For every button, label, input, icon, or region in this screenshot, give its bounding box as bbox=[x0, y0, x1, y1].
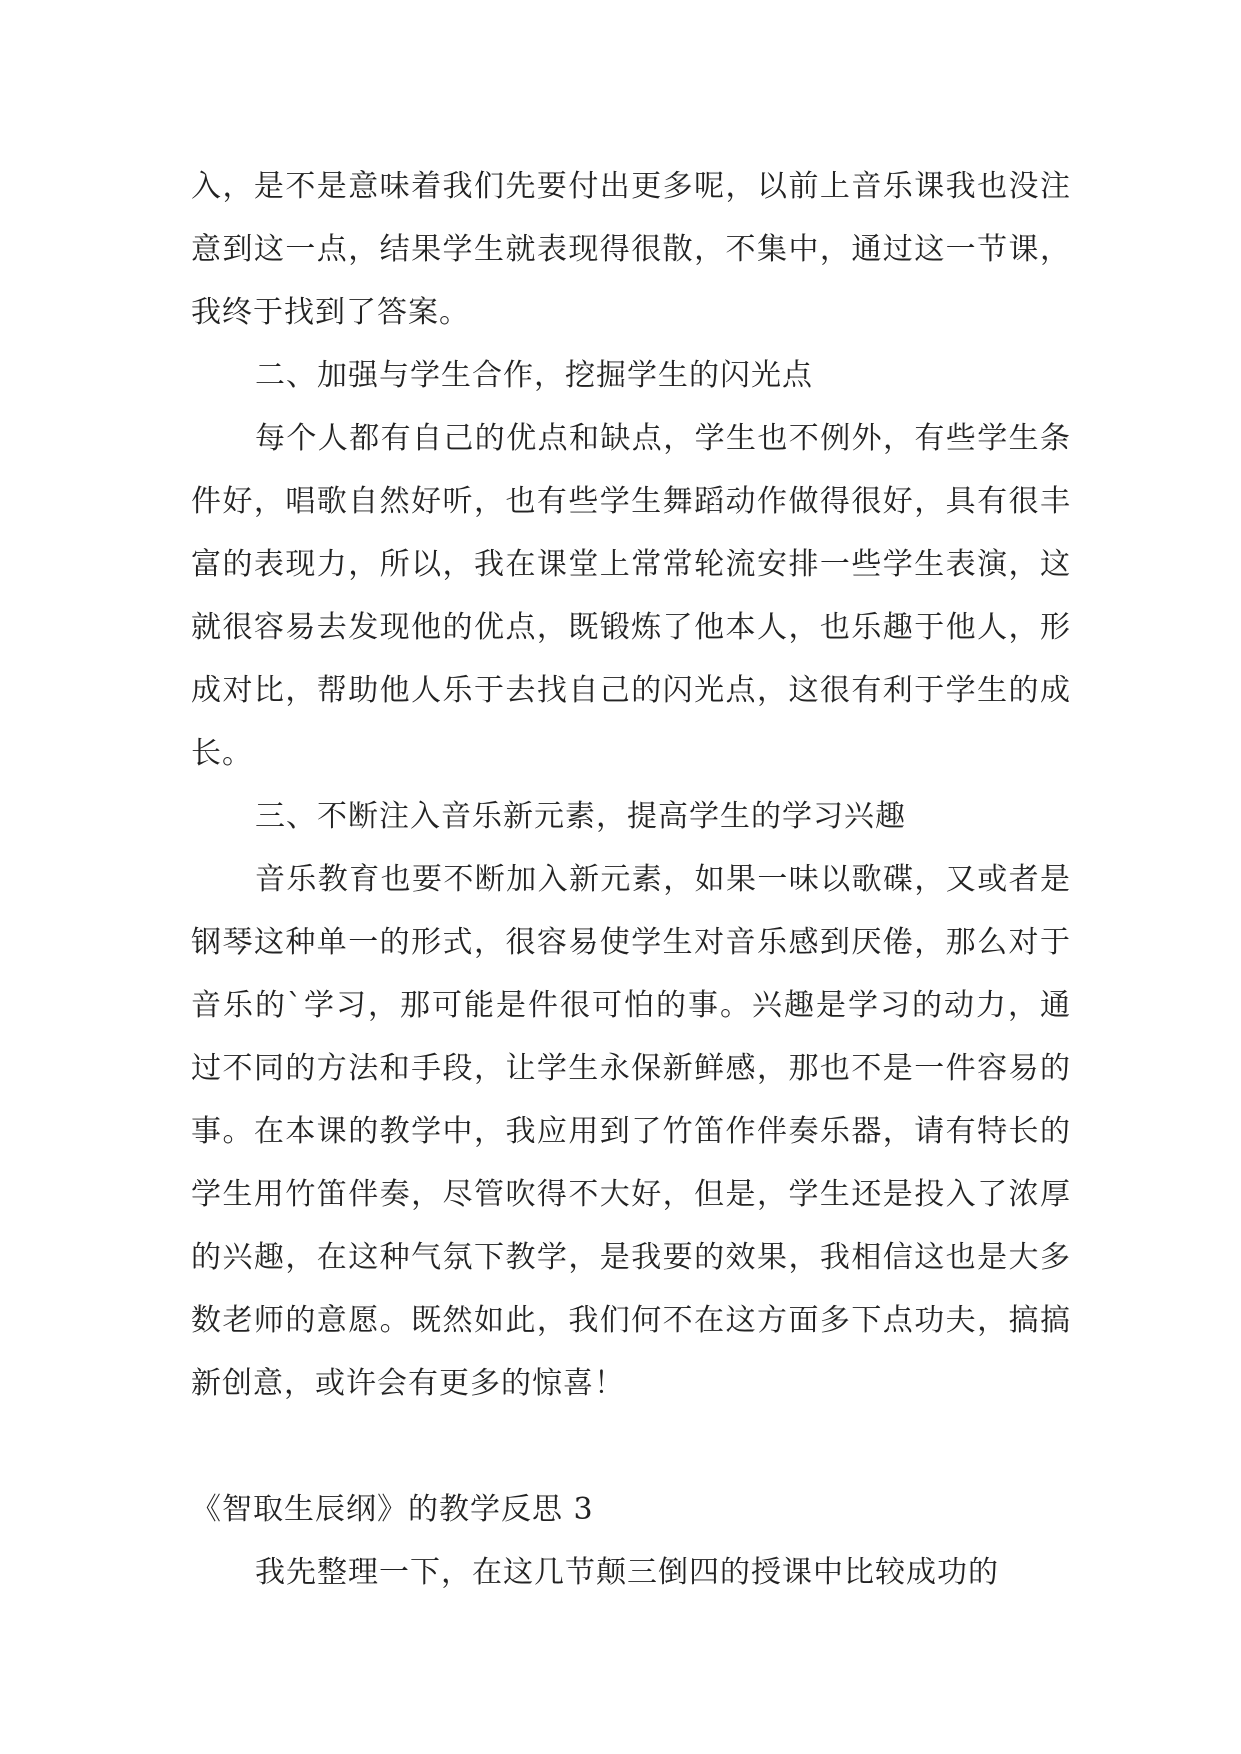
document-body bbox=[191, 155, 1071, 1604]
heading-point-two: 二、加强与学生合作，挖掘学生的闪光点 bbox=[255, 358, 813, 393]
section-spacer bbox=[191, 1415, 1071, 1478]
section-first-paragraph: 我先整理一下，在这几节颠三倒四的授课中比较成功的 bbox=[255, 1555, 999, 1590]
paragraph-point-three: 音乐教育也要不断加入新元素，如果一味以歌碟，又或者是钢琴这种单一的形式，很容易使学生对音乐感到厌倦，那么对于音乐的`学习，那可能是件很可怕的事。兴趣是学习的动力，通过不同的方法和手段，让学生永保新鲜感，那也不是一件容易的事。在本课的教学中，我应用到了竹笛作伴奏乐器，请有特长的学生用竹笛伴奏，尽管吹得不大好，但是，学生还是投入了浓厚的兴趣，在这种气氛下教学，是我要的效果，我相信这也是大多数老师的意愿。既然如此，我们何不在这方面多下点功夫，搞搞新创意，或许会有更多的惊喜！ bbox=[191, 862, 1071, 1401]
heading-point-three: 三、不断注入音乐新元素，提高学生的学习兴趣 bbox=[255, 799, 906, 834]
paragraph-point-two: 每个人都有自己的优点和缺点，学生也不例外，有些学生条件好，唱歌自然好听，也有些学生舞蹈动作做得很好，具有很丰富的表现力，所以，我在课堂上常常轮流安排一些学生表演，这就很容易去发现他的优点，既锻炼了他本人，也乐趣于他人，形成对比，帮助他人乐于去找自己的闪光点，这很有利于学生的成长。 bbox=[191, 421, 1071, 771]
paragraph-continued: 入，是不是意味着我们先要付出更多呢，以前上音乐课我也没注意到这一点，结果学生就表现得很散，不集中，通过这一节课，我终于找到了答案。 bbox=[191, 169, 1071, 330]
section-title: 《智取生辰纲》的教学反思 3 bbox=[191, 1492, 594, 1527]
